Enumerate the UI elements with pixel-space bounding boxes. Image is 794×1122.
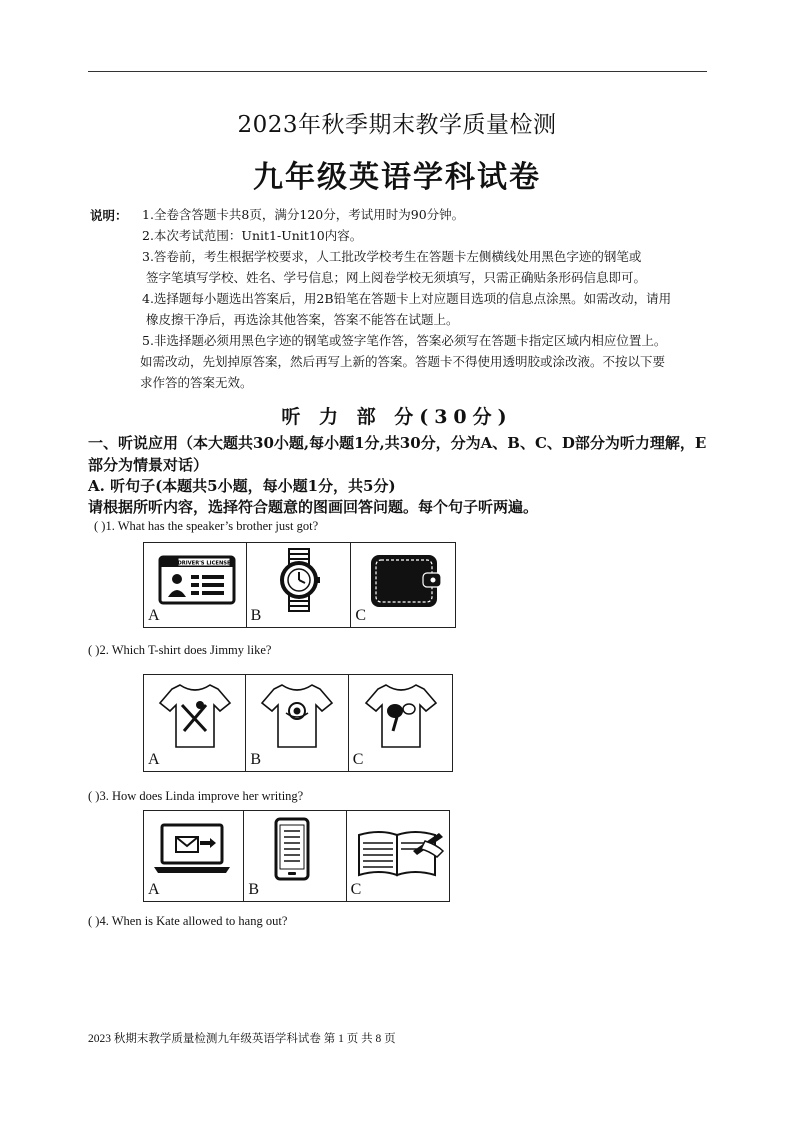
part1-heading: 一、听说应用（本大题共30小题,每小题1分,共30分，分为A、B、C、D部分为听力理解，E部分为情景对话） — [88, 434, 707, 474]
smartphone-icon — [244, 811, 346, 901]
question-3: ( )3. How does Linda improve her writing? — [88, 789, 304, 803]
question-4: ( )4. When is Kate allowed to hang out? — [88, 914, 288, 928]
note-line: 橡皮擦干净后，再选涂其他答案，答案不能答在试题上。 — [146, 312, 459, 327]
option-a-cell[interactable] — [144, 675, 246, 771]
option-label: A — [148, 881, 160, 898]
option-c-cell[interactable] — [351, 543, 455, 627]
option-label: C — [350, 881, 362, 898]
note-line: 1.全卷含答题卡共8页，满分120分，考试用时为90分钟。 — [142, 207, 465, 222]
question-2-options — [143, 674, 453, 772]
page-footer: 2023 秋期末教学质量检测九年级英语学科试卷 第 1 页 共 8 页 — [88, 1033, 396, 1045]
question-1-options — [143, 542, 456, 628]
question-2: ( )2. Which T-shirt does Jimmy like? — [88, 643, 272, 657]
note-line: 如需改动，先划掉原答案，然后再写上新的答案。答题卡不得使用透明胶或涂改液。不按以下要 — [140, 354, 666, 369]
option-label: A — [148, 751, 160, 768]
note-line: 3.答卷前，考生根据学校要求，人工批改学校考生在答题卡左侧横线处用黑色字迹的钢笔或 — [142, 249, 642, 264]
exam-subject-title: 九年级英语学科试卷 — [253, 160, 541, 195]
option-b-cell[interactable] — [244, 811, 346, 901]
note-line: 签字笔填写学校、姓名、学号信息；网上阅卷学校无须填写，只需正确贴条形码信息即可。 — [146, 270, 647, 285]
option-c-cell[interactable] — [347, 811, 449, 901]
wallet-icon — [351, 543, 455, 627]
option-label: A — [148, 607, 160, 624]
wristwatch-icon — [247, 543, 351, 627]
top-rule — [88, 71, 707, 72]
exam-title: 2023年秋季期末教学质量检测 — [237, 112, 557, 138]
question-3-options — [143, 810, 450, 902]
option-a-cell[interactable] — [144, 811, 244, 901]
license-header-text: DRIVER'S LICENSE — [177, 560, 231, 567]
note-line: 4.选择题每小题选出答案后，用2B铅笔在答题卡上对应题目选项的信息点涂黑。如需改动，请用 — [142, 291, 672, 306]
instruction: 请根据所听内容，选择符合题意的图画回答问题。每个句子听两遍。 — [88, 498, 539, 516]
note-line: 2.本次考试范围：Unit1-Unit10内容。 — [142, 228, 363, 243]
tshirt-pingpong-icon — [349, 675, 453, 771]
note-line: 求作答的答案无效。 — [140, 375, 253, 390]
option-label: B — [248, 881, 260, 898]
notebook-writing-icon — [347, 811, 450, 901]
option-label: B — [250, 751, 262, 768]
notes-list — [142, 204, 712, 393]
question-1: ( )1. What has the speaker’s brother just got? — [94, 519, 319, 533]
option-b-cell[interactable] — [247, 543, 352, 627]
option-label: B — [250, 607, 262, 624]
option-b-cell[interactable] — [246, 675, 348, 771]
section-title: 听 力 部 分(30分) — [281, 406, 513, 428]
option-label: C — [355, 607, 367, 624]
option-label: C — [352, 751, 364, 768]
notes-label: 说明： — [90, 208, 128, 223]
option-a-cell[interactable] — [144, 543, 247, 627]
tshirt-football-icon — [246, 675, 348, 771]
partA-heading: A. 听句子(本题共5小题，每小题1分，共5分) — [88, 477, 396, 495]
note-line: 5.非选择题必须用黑色字迹的钢笔或签字笔作答，答案必须写在答题卡指定区域内相应位置上。 — [142, 333, 667, 348]
option-c-cell[interactable] — [349, 675, 452, 771]
